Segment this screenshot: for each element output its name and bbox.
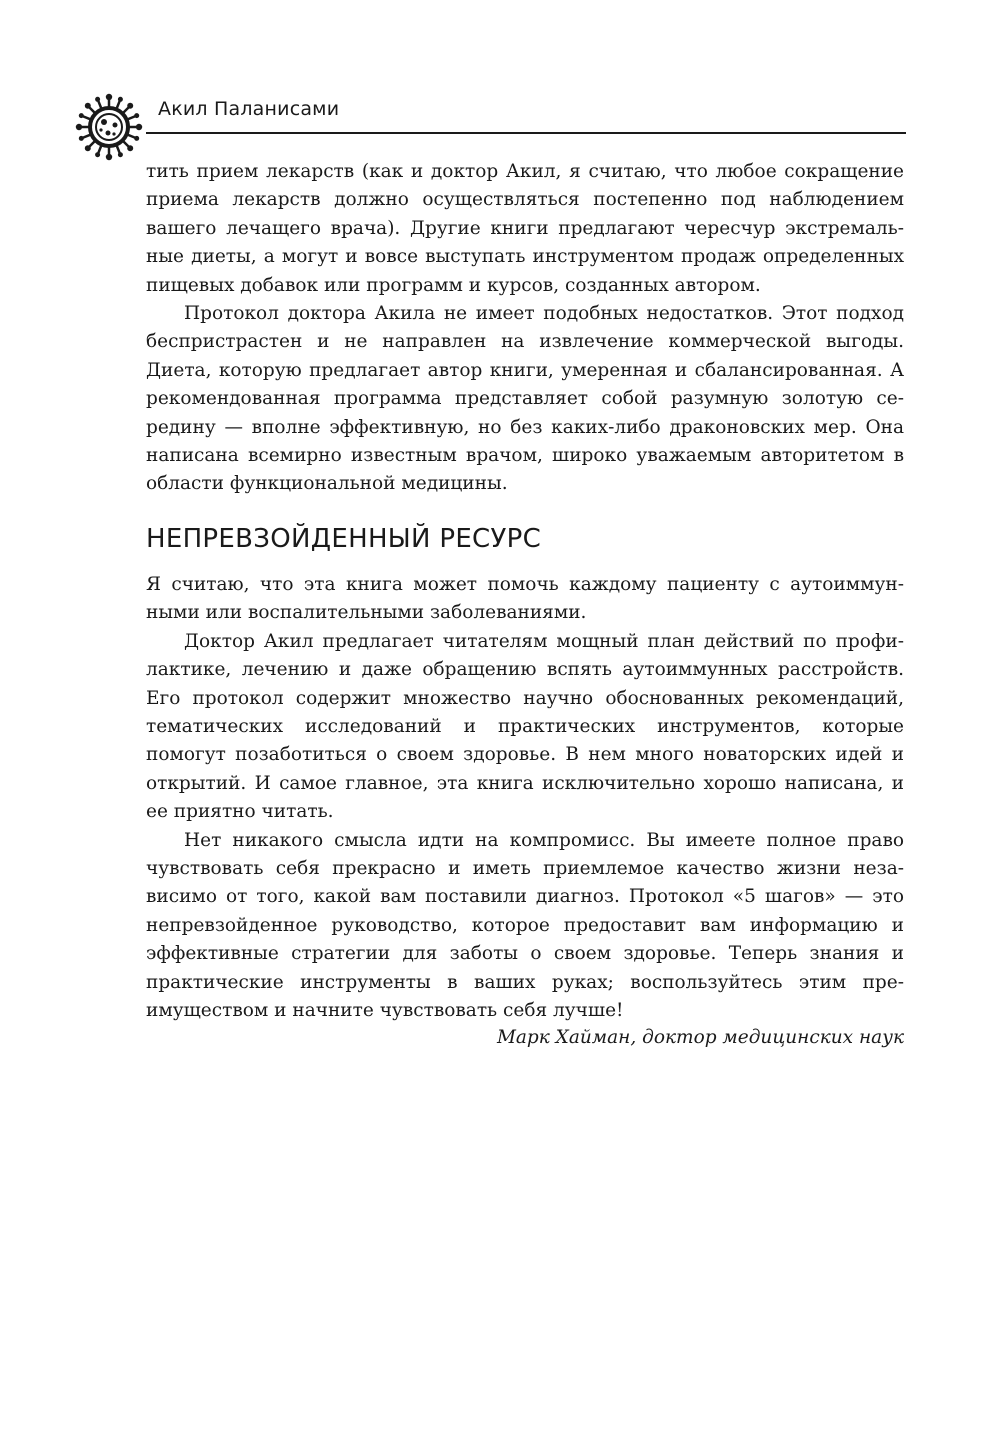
virus-icon xyxy=(74,92,144,162)
paragraph: Протокол доктора Акила не имеет подобных недостатков. Этот подход беспристрастен и не направлен на извлечение коммерческой выгоды. Диета, которую предлагает автор книги, умеренная и сбалансированная. А рекомендованная программа представляет собой разумную золотую середину — вполне эффективную, но без каких-либо драконовских мер. Она написана всемирно известным врачом, широко уважаемым авторитетом в области функциональной медицины. xyxy=(146,303,904,495)
running-header xyxy=(74,92,906,164)
intro-text xyxy=(146,158,904,499)
paragraph: Нет никакого смысла идти на компромисс. Вы имеете полное право чувствовать себя прекрасно и иметь приемлемое качество жизни независимо от того, какой вам поставили диагноз. Протокол «5 шагов» — это непревзойденное руководство, которое предоставит вам информацию и эффективные стратегии для заботы о своем здоровье. Теперь знания и практические инструменты в ваших руках; воспользуйтесь этим преимуществом и начните чувствовать себя лучше! xyxy=(146,829,904,1022)
section-text xyxy=(146,571,904,1026)
header-rule xyxy=(146,132,906,134)
paragraph: тить прием лекарств (как и доктор Акил, я считаю, что любое сокращение приема лекарств должно осуществляться постепенно под наблюдением вашего лечащего врача). Другие книги предлагают чересчур экстремальные диеты, а могут и вовсе выступать инструментом продаж определенных пищевых добавок или программ и курсов, созданных автором. xyxy=(146,161,904,296)
running-header-author: Акил Паланисами xyxy=(158,98,340,120)
paragraph: Доктор Акил предлагает читателям мощный план действий по профилактике, лечению и даже обращению вспять аутоиммунных расстройств. Его протокол содержит множество научно обоснованных рекомендаций, тематических исследований и практических инструментов, которые помогут позаботиться о своем здоровье. В нем много новаторских идей и открытий. И самое главное, эта книга исключительно хорошо написана, и ее приятно читать. xyxy=(146,630,904,823)
section-heading: НЕПРЕВЗОЙДЕННЫЙ РЕСУРС xyxy=(146,524,542,554)
paragraph: Я считаю, что эта книга может помочь каждому пациенту с аутоиммунными или воспалительными заболеваниями. xyxy=(146,574,904,624)
signature: Марк Хайман, доктор медицинских наук xyxy=(496,1027,904,1048)
